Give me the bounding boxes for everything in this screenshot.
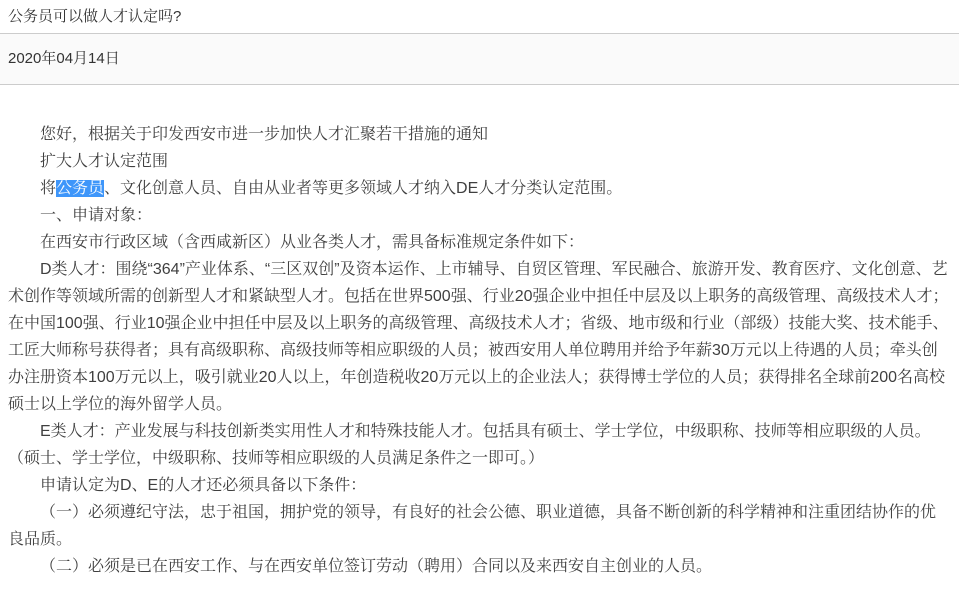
text-segment: 扩大人才认定范围 bbox=[40, 153, 169, 170]
text-segment: E类人才：产业发展与科技创新类实用性人才和特殊技能人才。包括具有硕士、学士学位，中级职称、技师等相应职级的人员。（硕士、学士学位，中级职称、技师等相应职级的人员满足条件之一即可。） bbox=[8, 423, 931, 467]
text-segment: 您好，根据关于印发西安市进一步加快人才汇聚若干措施的通知 bbox=[40, 126, 489, 143]
article-paragraph bbox=[8, 256, 951, 418]
text-segment: 将 bbox=[40, 180, 57, 197]
question-title: 公务员可以做人才认定吗? bbox=[8, 8, 182, 25]
publish-date: 2020年04月14日 bbox=[8, 50, 120, 67]
text-segment: 一、申请对象： bbox=[40, 207, 153, 224]
text-segment: （二）必须是已在西安工作、与在西安单位签订劳动（聘用）合同以及来西安自主创业的人员。 bbox=[40, 558, 713, 575]
text-segment: 申请认定为D、E的人才还必须具备以下条件： bbox=[40, 477, 367, 494]
article-paragraph bbox=[8, 418, 951, 472]
text-segment: （一）必须遵纪守法，忠于祖国，拥护党的领导，有良好的社会公德、职业道德，具备不断创新的科学精神和注重团结协作的优良品质。 bbox=[8, 504, 937, 548]
article-paragraph bbox=[8, 202, 951, 229]
article-paragraph bbox=[8, 229, 951, 256]
answer-body bbox=[0, 85, 959, 580]
article-paragraph bbox=[8, 472, 951, 499]
selected-text: 公务员 bbox=[56, 180, 105, 197]
text-segment: 、文化创意人员、自由从业者等更多领域人才纳入DE人才分类认定范围。 bbox=[104, 180, 623, 197]
article-paragraph bbox=[8, 148, 951, 175]
article-paragraph bbox=[8, 553, 951, 580]
date-bar bbox=[0, 33, 959, 85]
article-paragraph bbox=[8, 121, 951, 148]
question-header bbox=[0, 0, 959, 33]
article-paragraph bbox=[8, 175, 951, 202]
text-segment: 在西安市行政区域（含西咸新区）从业各类人才，需具备标准规定条件如下： bbox=[40, 234, 585, 251]
article-paragraph bbox=[8, 499, 951, 553]
text-segment: D类人才：围绕“364”产业体系、“三区双创”及资本运作、上市辅导、自贸区管理、军民融合、旅游开发、教育医疗、文化创意、艺术创作等领域所需的创新型人才和紧缺型人才。包括在世界500强、行业20强企业中担任中层及以上职务的高级管理、高级技术人才；在中国100强、行业10强企业中担任中层及以上职务的高级管理、高级技术人才；省级、地市级和行业（部级）技能大奖、技术能手、工匠大师称号获得者；具有高级职称、高级技师等相应职级的人员；被西安用人单位聘用并给予年薪30万元以上待遇的人员；牵头创办注册资本100万元以上，吸引就业20人以上，年创造税收20万元以上的企业法人；获得博士学位的人员；获得排名全球前200名高校硕士以上学位的海外留学人员。 bbox=[8, 261, 949, 413]
